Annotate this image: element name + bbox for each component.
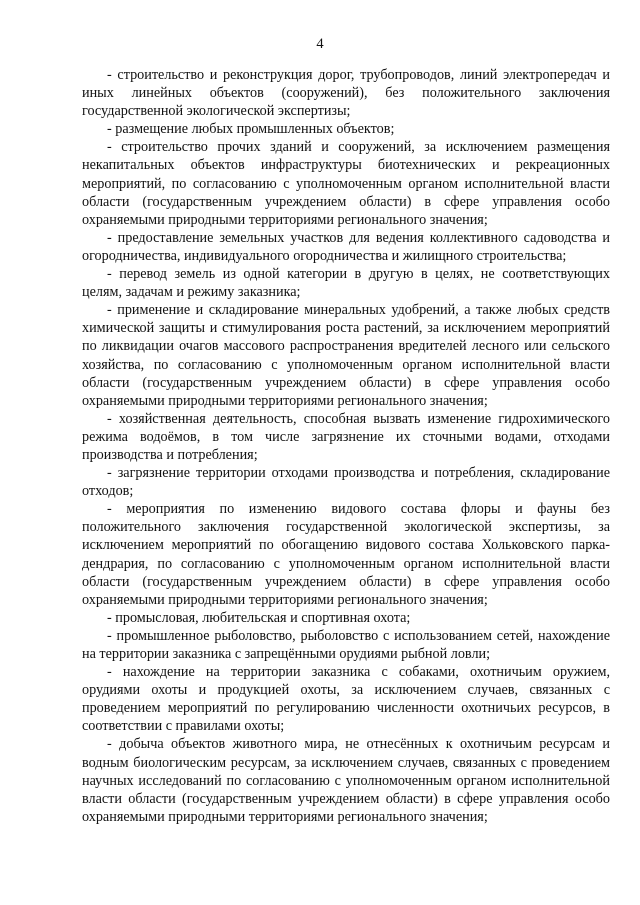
- list-item-road-construction: - строительство и реконструкция дорог, трубопроводов, линий электропередач и иных линейных объектов (сооружений), без положительного заключения государственной экологической экспертизы;: [82, 67, 610, 120]
- list-item-hunting: - промысловая, любительская и спортивная охота;: [107, 609, 411, 626]
- list-item-hydrochemical-regime: - хозяйственная деятельность, способная вызвать изменение гидрохимического режима водоёмов, в том числе загрязнение их сточными водами, отходами производства и потребления;: [82, 410, 610, 463]
- list-item-wildlife-harvest: - добыча объектов животного мира, не отнесённых к охотничьим ресурсам и водным биологическим ресурсам, за исключением случаев, связанных с проведением научных исследований по согласованию с уполномоченным органом исполнительной власти области (государственным учреждением области) в сфере управления особо охраняемыми природными территориями регионального значения;: [82, 736, 610, 825]
- list-item-dogs-weapons: - нахождение на территории заказника с собаками, охотничьим оружием, орудиями охоты и продукцией охоты, за исключением случаев, связанных с проведением мероприятий по регулированию численности охотничьих ресурсов, в соответствии с правилами охоты;: [82, 664, 610, 735]
- document-body: [82, 66, 610, 826]
- list-item-flora-fauna-changes: - мероприятия по изменению видового состава флоры и фауны без положительного заключения государственной экологической экспертизы, за исключением мероприятий по обогащению видового состава Хольковского парка-дендрария, по согласованию с уполномоченным органом исполнительной власти области (государственным учреждением области) в сфере управления особо охраняемыми природными территориями регионального значения;: [82, 501, 610, 608]
- list-item-waste-pollution: - загрязнение территории отходами производства и потребления, складирование отходов;: [82, 465, 610, 500]
- list-item-land-allocation: - предоставление земельных участков для ведения коллективного садоводства и огородничества, индивидуального огородничества и жилищного строительства;: [82, 229, 610, 264]
- list-item-fertilizers: - применение и складирование минеральных удобрений, а также любых средств химической защиты и стимулирования роста растений, за исключением мероприятий по ликвидации очагов массового распространения вредителей лесного или сельского хозяйства, по согласованию с уполномоченным органом исполнительной власти области (государственным учреждением области) в сфере управления особо охраняемыми природными территориями регионального значения;: [82, 302, 610, 409]
- list-item-fishing: - промышленное рыболовство, рыболовство с использованием сетей, нахождение на территории заказника с запрещёнными орудиями рыбной ловли;: [82, 627, 610, 662]
- list-item-land-category-transfer: - перевод земель из одной категории в другую в целях, не соответствующих целям, задачам и режиму заказника;: [82, 266, 610, 301]
- list-item-other-buildings: - строительство прочих зданий и сооружений, за исключением размещения некапитальных объектов инфраструктуры биотехнических и рекреационных мероприятий, по согласованию с уполномоченным органом исполнительной власти области (государственным учреждением области) в сфере управления особо охраняемыми природными территориями регионального значения;: [82, 139, 610, 228]
- page-number: 4: [316, 36, 324, 52]
- list-item-industrial-objects: - размещение любых промышленных объектов;: [107, 121, 395, 138]
